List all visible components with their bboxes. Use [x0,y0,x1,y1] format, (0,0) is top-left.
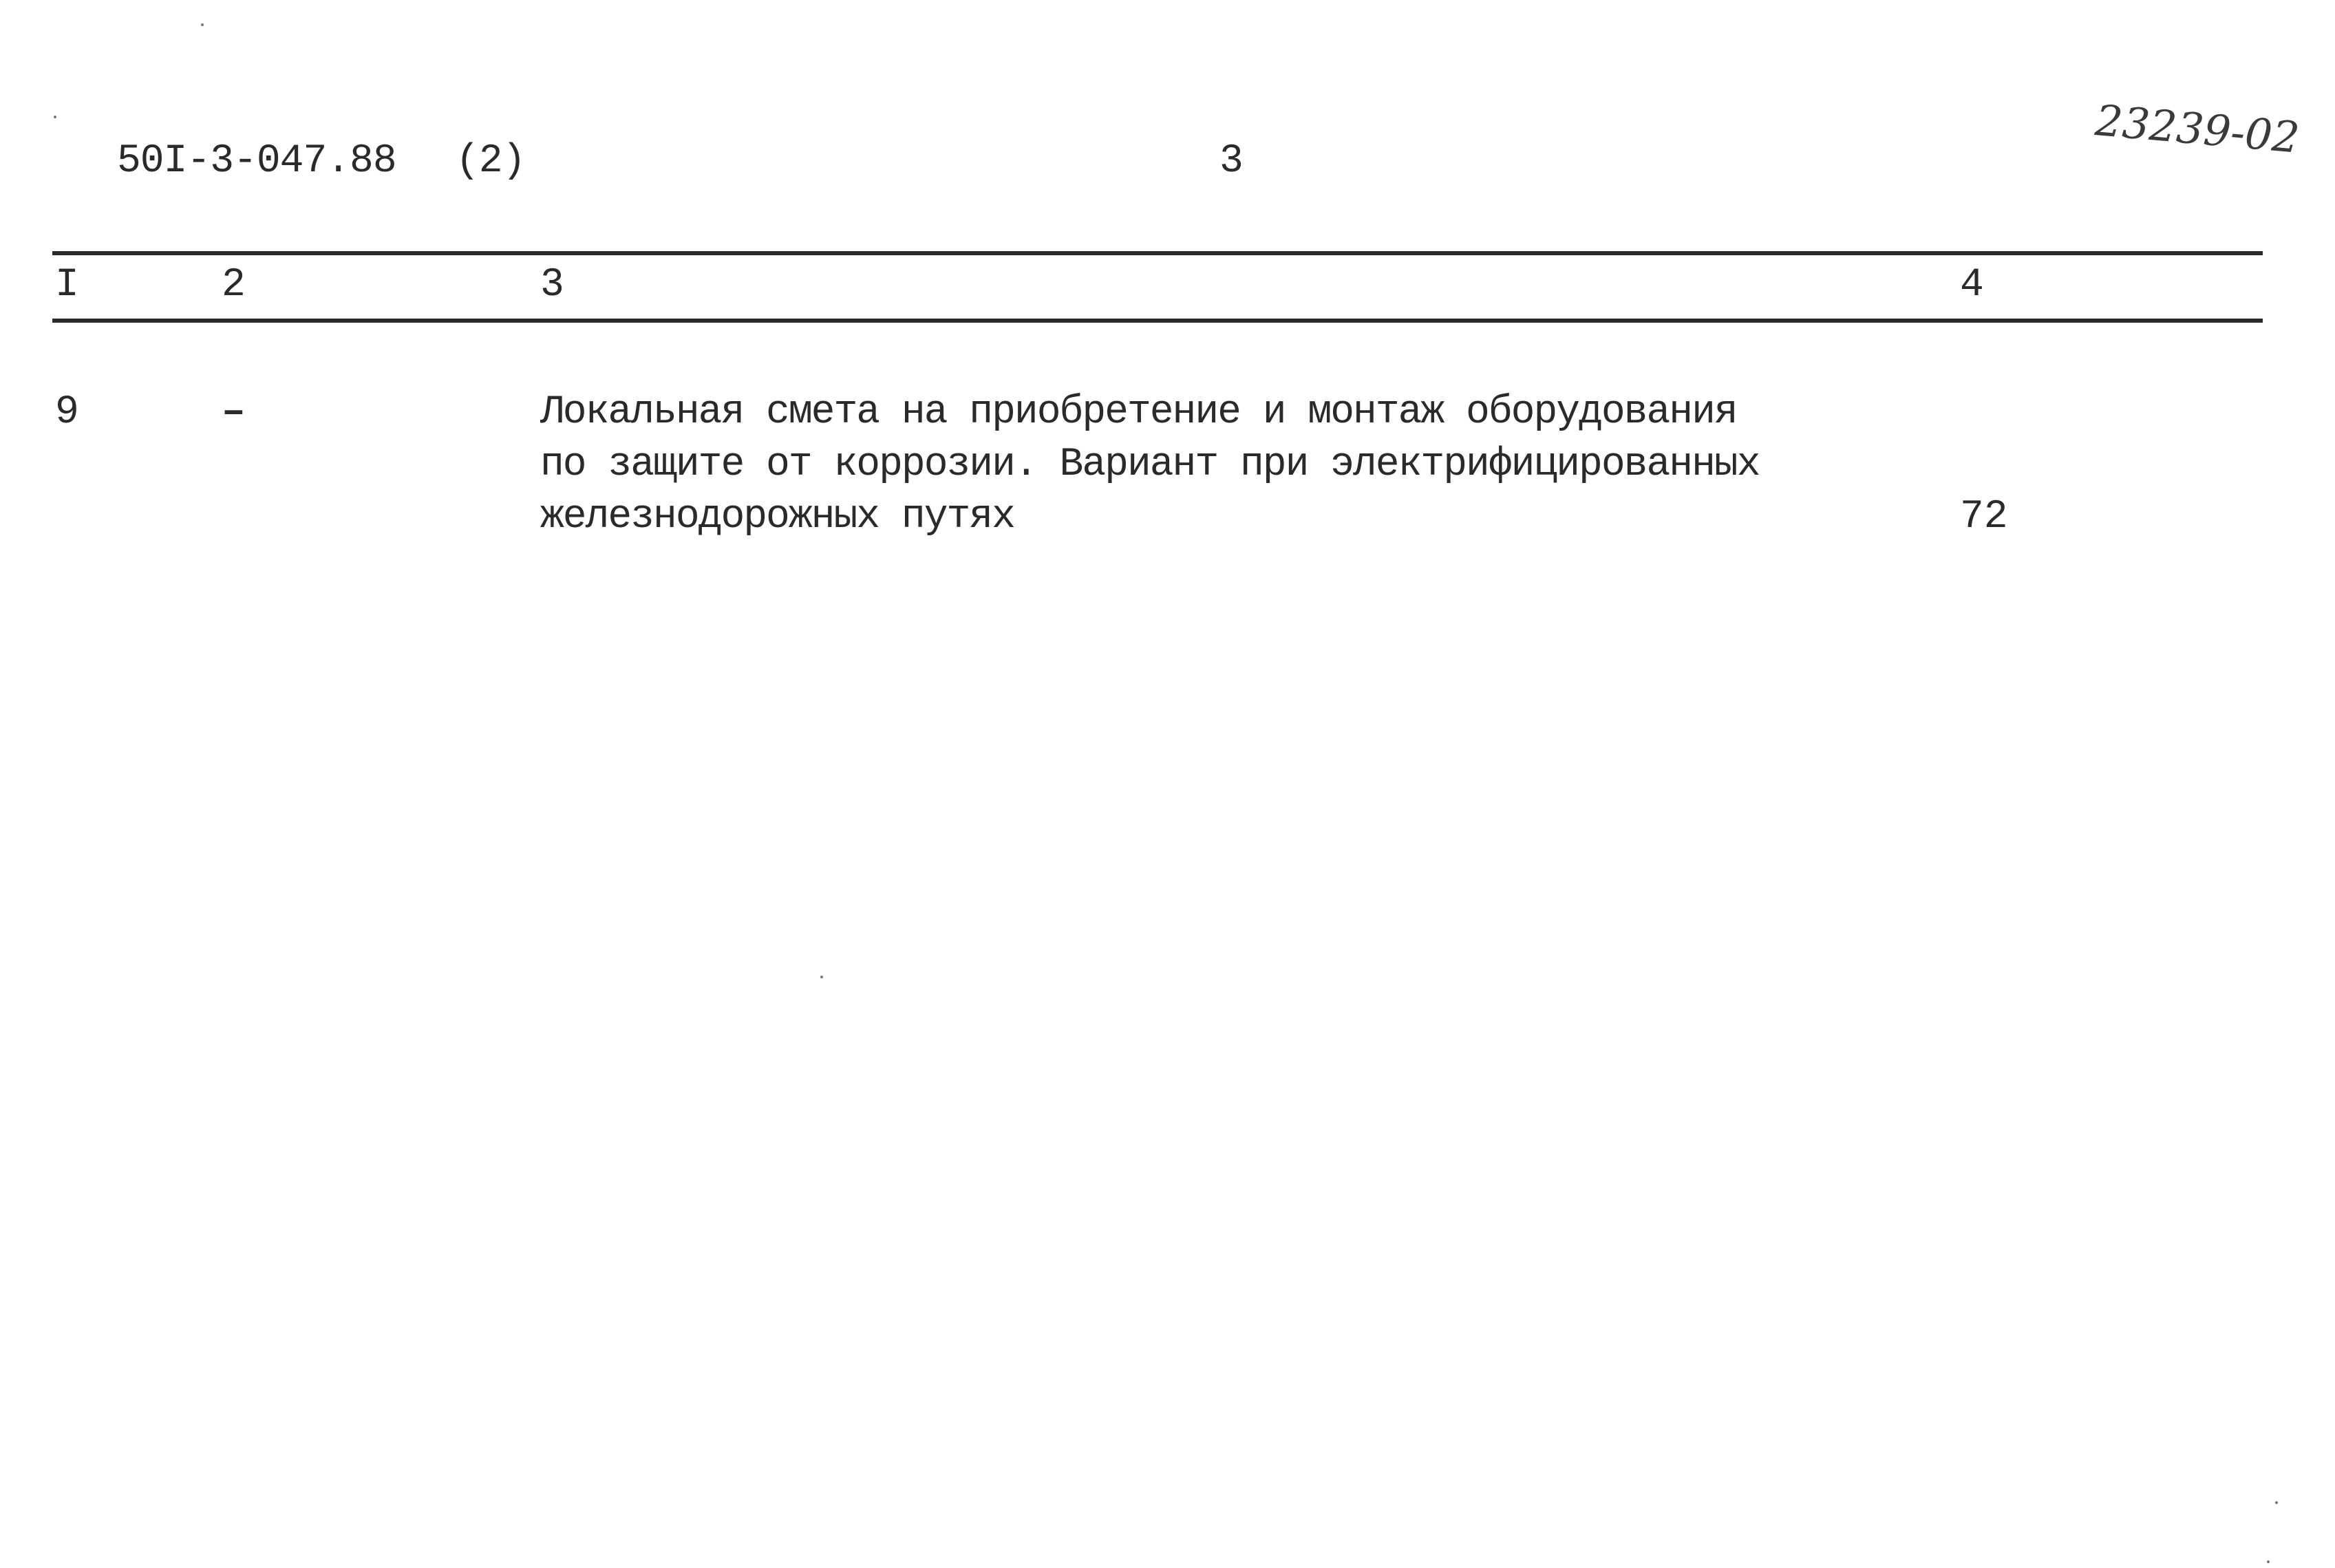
row-description [540,387,1760,544]
table-header-rule [52,319,2263,323]
archive-stamp: 23239-02 [2093,95,2302,163]
scan-speck [201,23,204,26]
column-header-2: 2 [222,263,246,308]
description-line: по защите от коррозии. Вариант при электрифицированных [540,442,1760,487]
description-line: железнодорожных путях [540,495,1014,539]
column-header-4: 4 [1960,263,1984,308]
row-number: 9 [55,390,79,435]
description-line: Локальная смета на приобретение и монтаж оборудования [540,390,1737,435]
scan-speck [54,116,56,118]
column-header-3: 3 [540,263,564,308]
scan-speck [2267,1560,2270,1563]
row-page: 72 [1960,495,2008,539]
column-header-1: I [55,263,79,308]
document-code: 50I-3-047.88 [117,139,396,184]
scan-speck [2275,1501,2278,1504]
row-col2-dash: – [222,390,246,435]
table-top-rule [52,251,2263,255]
scan-speck [820,976,823,978]
document-part: (2) [456,139,526,184]
page-number: 3 [1219,139,1243,184]
